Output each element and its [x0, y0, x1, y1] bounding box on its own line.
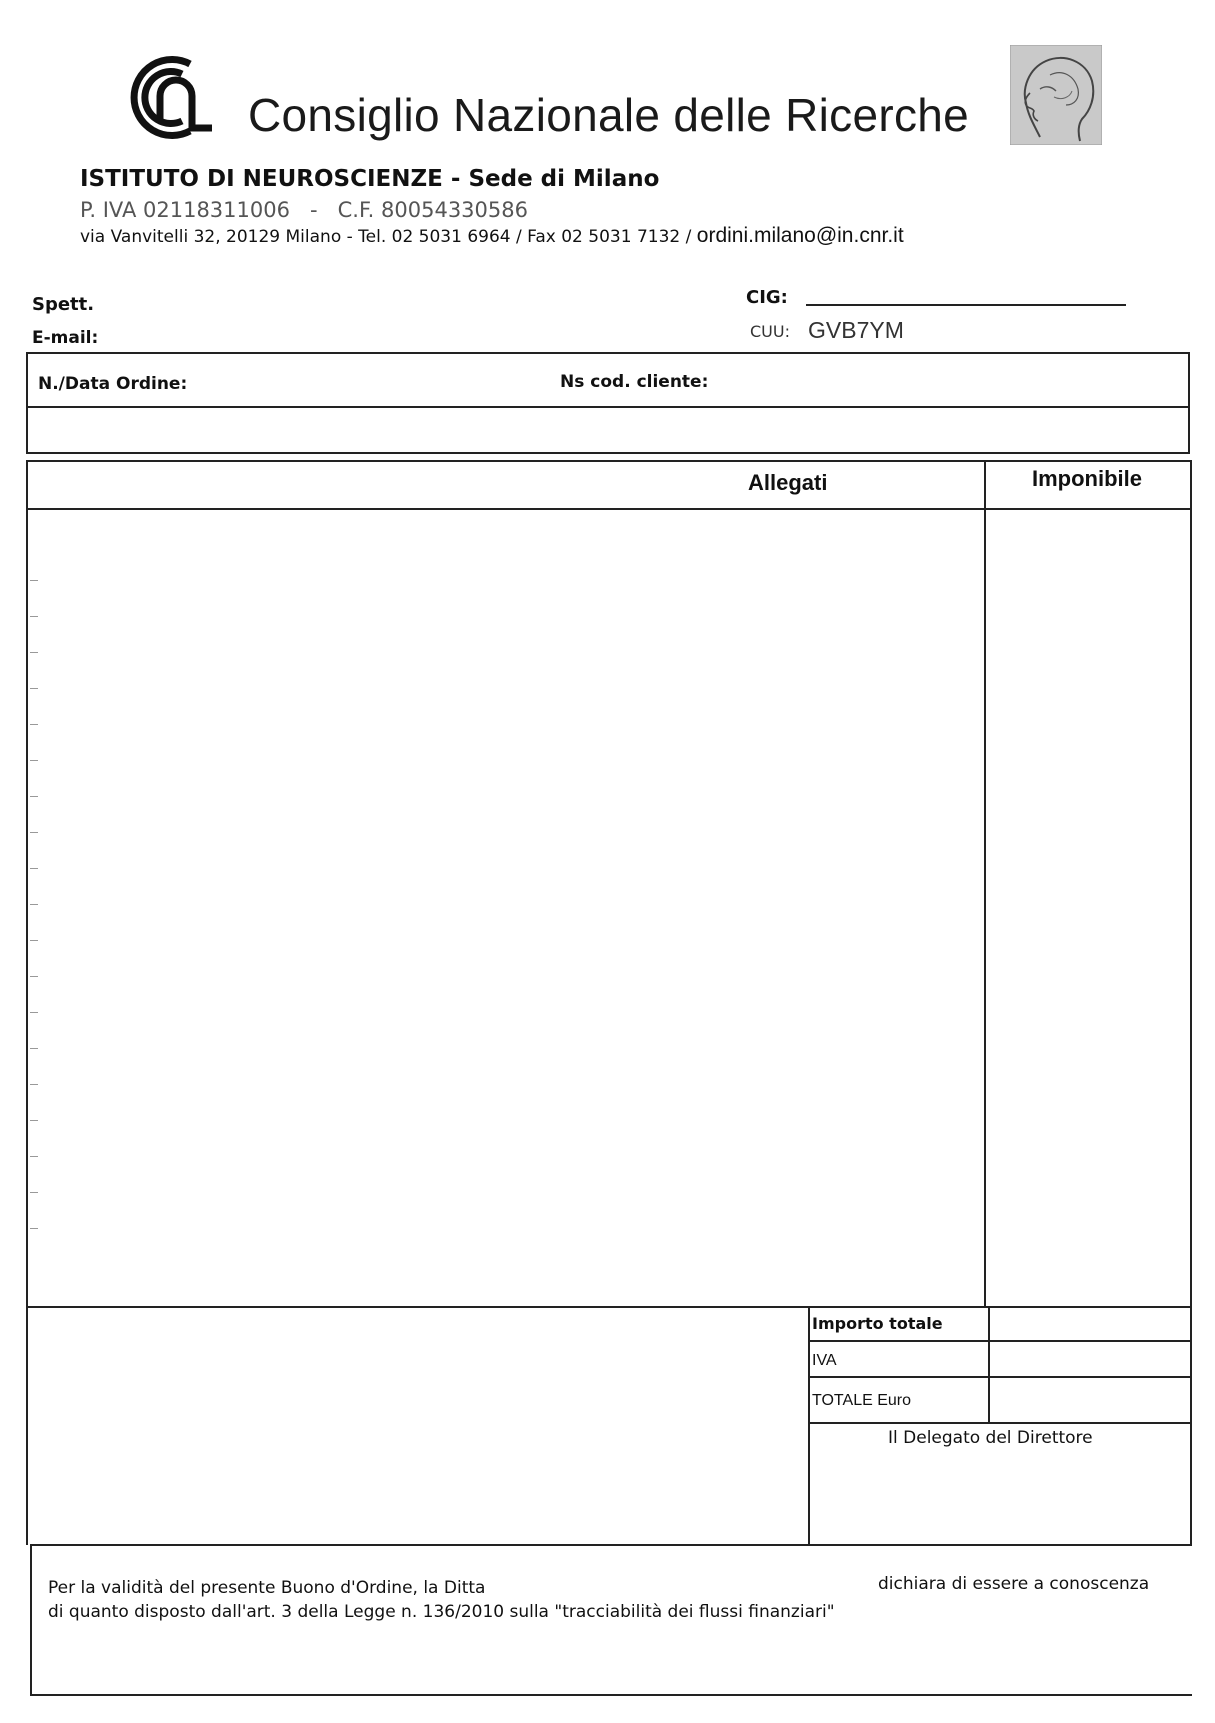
institute-name: ISTITUTO DI NEUROSCIENZE - Sede di Milano	[80, 166, 660, 192]
totals-row-divider	[808, 1422, 1192, 1424]
delegato-label: Il Delegato del Direttore	[888, 1428, 1093, 1448]
address-line	[80, 224, 904, 248]
tick-mark	[30, 1012, 38, 1013]
totals-row-divider	[808, 1340, 1192, 1342]
cig-label: CIG:	[746, 287, 788, 308]
tick-mark	[30, 904, 38, 905]
cnr-logo-icon	[116, 50, 216, 145]
totale-euro-label: TOTALE Euro	[812, 1392, 911, 1409]
separator: -	[310, 198, 318, 222]
iva-label: IVA	[812, 1352, 837, 1369]
col-allegati: Allegati	[748, 470, 828, 495]
totals-value-divider	[988, 1306, 990, 1422]
importo-totale-label: Importo totale	[812, 1314, 943, 1333]
piva: P. IVA 02118311006	[80, 198, 290, 222]
footer-left-border	[30, 1544, 32, 1694]
footer-line2: di quanto disposto dall'art. 3 della Legge n. 136/2010 sulla "tracciabilità dei flussi finanziari"	[48, 1602, 835, 1622]
client-code-label: Ns cod. cliente:	[560, 372, 709, 392]
tick-mark	[30, 1120, 38, 1121]
tick-mark	[30, 1048, 38, 1049]
table-header-border	[26, 508, 1192, 510]
footer-line1a: Per la validità del presente Buono d'Ordine, la Ditta	[48, 1578, 486, 1598]
col-imponibile: Imponibile	[1032, 466, 1142, 491]
tick-mark	[30, 976, 38, 977]
tick-mark	[30, 832, 38, 833]
tick-mark	[30, 940, 38, 941]
footer-top-border	[30, 1544, 1192, 1546]
cig-field[interactable]	[806, 304, 1126, 306]
tick-mark	[30, 616, 38, 617]
tick-mark	[30, 688, 38, 689]
codice-fiscale: C.F. 80054330586	[337, 198, 528, 222]
tick-mark	[30, 580, 38, 581]
items-bottom-border	[26, 1306, 1192, 1308]
tick-mark	[30, 796, 38, 797]
address: via Vanvitelli 32, 20129 Milano - Tel. 02 5031 6964 / Fax 02 5031 7132 /	[80, 227, 692, 247]
tick-mark	[30, 724, 38, 725]
footer-bottom-border	[30, 1694, 1192, 1696]
cuu-label: CUU:	[750, 322, 790, 341]
table-left-border	[26, 460, 28, 1545]
email-label: E-mail:	[32, 328, 99, 348]
tick-mark	[30, 1228, 38, 1229]
tick-mark	[30, 1084, 38, 1085]
tax-ids	[80, 198, 528, 222]
order-number-date-label: N./Data Ordine:	[38, 374, 188, 394]
cuu-value: GVB7YM	[808, 317, 904, 343]
table-column-divider	[984, 460, 986, 1306]
tick-mark	[30, 760, 38, 761]
tick-mark	[30, 652, 38, 653]
head-portrait-icon	[1010, 45, 1102, 145]
order-email: ordini.milano@in.cnr.it	[696, 224, 904, 247]
order-box	[26, 352, 1190, 454]
tick-mark	[30, 868, 38, 869]
tick-mark	[30, 1192, 38, 1193]
table-top-border	[26, 460, 1192, 462]
tick-mark	[30, 1156, 38, 1157]
org-name: Consiglio Nazionale delle Ricerche	[248, 89, 970, 141]
table-right-border	[1190, 460, 1192, 1545]
spett-label: Spett.	[32, 294, 95, 315]
footer-line1b: dichiara di essere a conoscenza	[878, 1574, 1150, 1594]
totals-row-divider	[808, 1376, 1192, 1378]
order-divider	[26, 406, 1190, 408]
